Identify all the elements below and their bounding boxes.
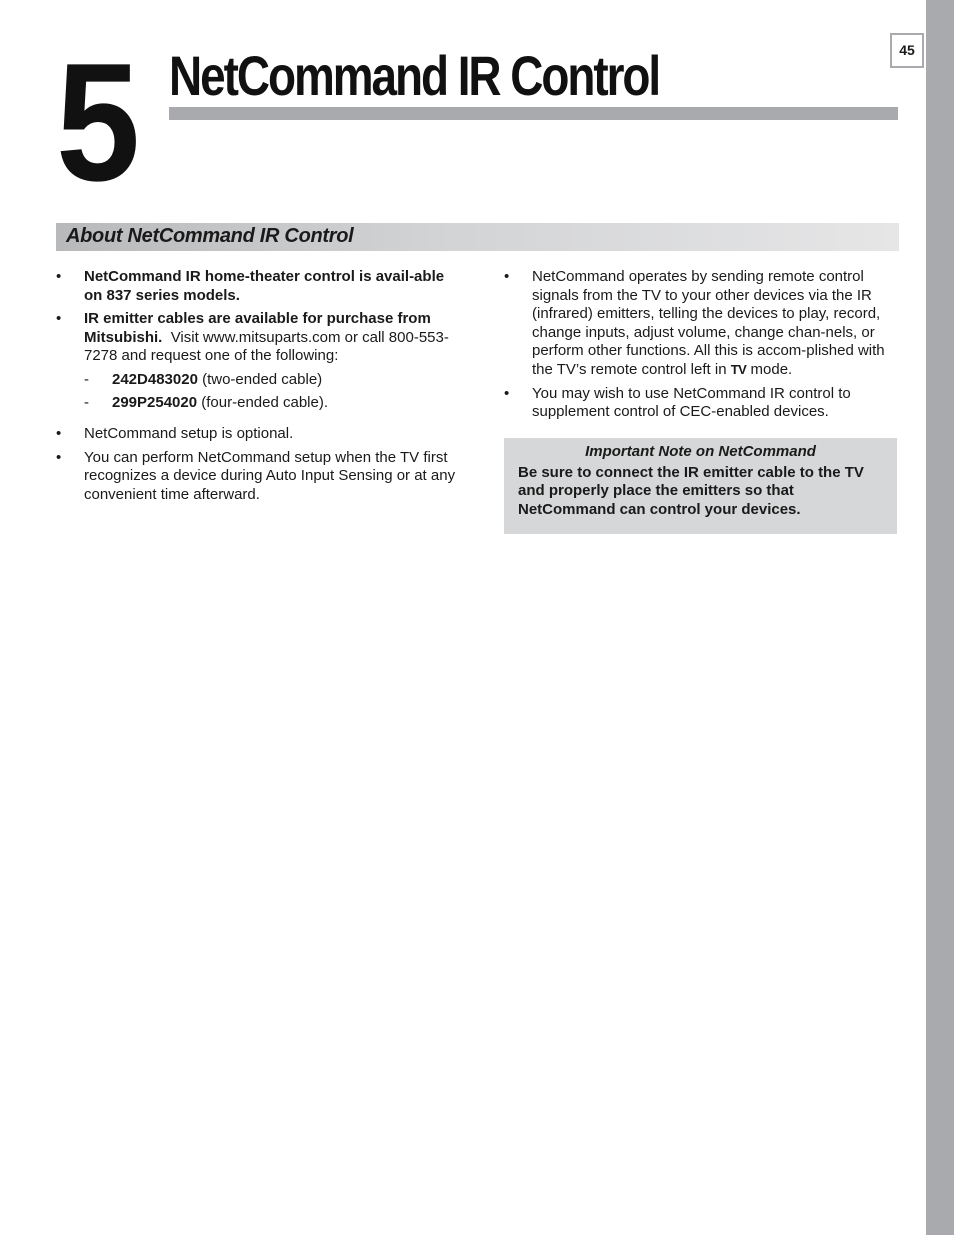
part-description: (two-ended cable) bbox=[202, 370, 323, 388]
page-edge-bar bbox=[926, 0, 954, 1235]
important-note-box bbox=[504, 438, 897, 534]
dash-icon: - bbox=[84, 370, 89, 388]
bullet-text: NetCommand setup is optional. bbox=[84, 425, 294, 443]
bullet-text: NetCommand operates by sending remote control signals from the TV to your other devices via the IR (infrared) emitters, telling the devices to play, record, change inputs, adjust volume, change chan-nels, or perform other functions. All this is accom-plished with the TV’s remote control left in bbox=[532, 268, 885, 378]
bullet-icon: • bbox=[504, 384, 510, 402]
bullet-text: Visit www.mitsuparts.com or call 800-553-7278 and request one of the following: bbox=[84, 328, 449, 365]
bullet-icon: • bbox=[504, 268, 510, 285]
title-rule bbox=[169, 107, 898, 120]
bullet-icon: • bbox=[56, 448, 62, 466]
bullet-text-end: mode. bbox=[750, 360, 793, 378]
list-item bbox=[504, 268, 904, 380]
list-item bbox=[56, 449, 456, 505]
left-column bbox=[56, 268, 456, 510]
note-title: Important Note on NetCommand bbox=[585, 443, 816, 460]
bullet-text: You may wish to use NetCommand IR control to supplement control of CEC-enabled devices. bbox=[532, 384, 851, 421]
sub-item bbox=[56, 371, 456, 390]
section-title: About NetCommand IR Control bbox=[66, 225, 354, 247]
sub-item bbox=[56, 394, 456, 413]
note-body: Be sure to connect the IR emitter cable to the TV and properly place the emitters so that NetCommand can control your devices. bbox=[518, 463, 864, 518]
part-description: (four-ended cable). bbox=[201, 393, 329, 411]
dash-icon: - bbox=[84, 393, 89, 411]
chapter-number: 5 bbox=[56, 28, 135, 216]
bullet-icon: • bbox=[56, 268, 62, 285]
tv-mode-label: TV bbox=[730, 361, 747, 377]
list-item bbox=[56, 425, 456, 444]
bullet-text-bold: IR emitter cables are available for purchase from Mitsubishi. bbox=[84, 310, 431, 346]
page-number: 45 bbox=[890, 33, 924, 68]
bullet-text: You can perform NetCommand setup when the TV first recognizes a device during Auto Input Sensing or at any convenient time afterward. bbox=[84, 448, 456, 503]
right-column bbox=[504, 268, 904, 427]
part-number: 299P254020 bbox=[112, 393, 198, 411]
list-item bbox=[56, 310, 456, 366]
bullet-icon: • bbox=[56, 425, 62, 443]
part-number: 242D483020 bbox=[112, 370, 198, 388]
bullet-text: NetCommand IR home-theater control is avail-able on 837 series models. bbox=[84, 268, 445, 304]
bullet-icon: • bbox=[56, 310, 62, 328]
chapter-title: NetCommand IR Control bbox=[169, 44, 660, 107]
section-header-bar bbox=[56, 223, 899, 251]
list-item bbox=[504, 385, 904, 422]
list-item bbox=[56, 268, 456, 305]
